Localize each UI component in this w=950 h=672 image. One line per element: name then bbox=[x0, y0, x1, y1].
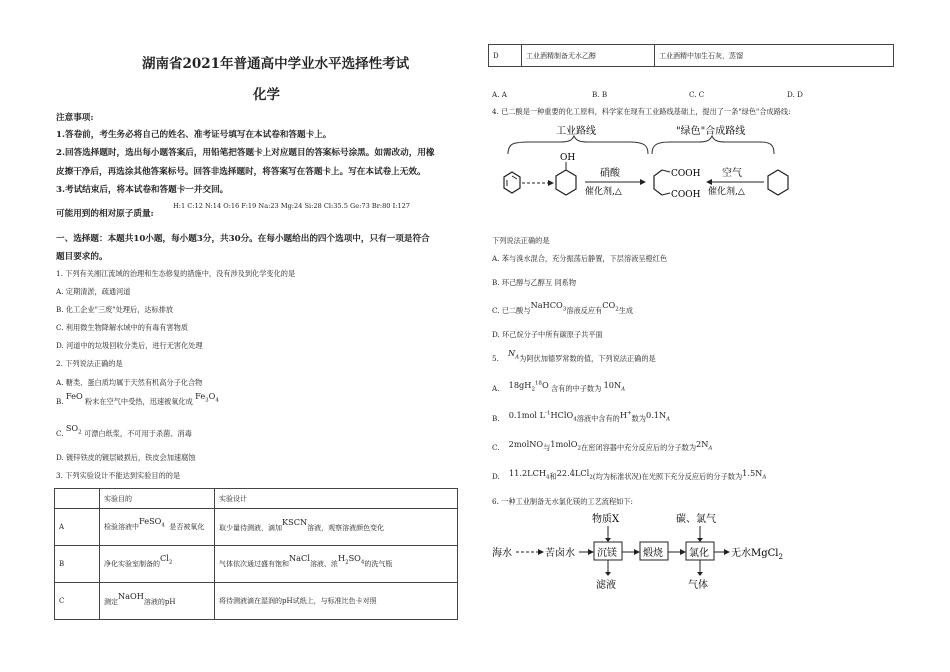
output-gas: 气体 bbox=[688, 580, 708, 591]
adipic-acid-icon bbox=[654, 170, 662, 195]
industrial-route-bracket bbox=[508, 136, 648, 154]
flow-seawater: 海水 bbox=[492, 548, 512, 559]
section1-heading-cont: 题目要求的。 bbox=[56, 252, 108, 262]
q2-stem: 2. 下列说法正确的是 bbox=[56, 359, 123, 368]
q2-option-b: B. FeO 粉末在空气中受热，迅速被氧化成 $Fe_3O_4$ bbox=[56, 391, 219, 406]
exam-subject: 化学 bbox=[253, 87, 280, 103]
q5-option-a: A. $18gH_2^{18}O$ 含有的中子数为 $10N_A$ bbox=[492, 380, 626, 393]
q1-option-b: B. 化工企业"三废"处理后，达标排放 bbox=[56, 305, 174, 314]
q1-option-c: C. 利用微生物降解水域中的有毒有害物质 bbox=[56, 323, 189, 332]
q4-question: 下列说法正确的是 bbox=[492, 236, 550, 245]
q3-option-a: A. A bbox=[492, 90, 507, 99]
industrial-route-label: 工业路线 bbox=[556, 126, 596, 137]
condition-2: 催化剂,△ bbox=[708, 187, 745, 197]
atomic-mass-values: H:1 C:12 N:14 O:16 F:19 Na:23 Mg:24 Si:28 Cl:35.5 Ge:73 Br:80 I:127 bbox=[173, 202, 410, 210]
hydroxyl-label: OH bbox=[560, 153, 576, 163]
green-route-label: "绿色"合成路线 bbox=[676, 126, 746, 137]
note-item-3: 3.考试结束后，将本试卷和答题卡一并交回。 bbox=[56, 185, 229, 195]
exam-title: 湖南省2021年普通高中学业水平选择性考试 bbox=[142, 56, 410, 72]
cyclohexanol-icon bbox=[556, 170, 576, 195]
output-filtrate: 滤液 bbox=[596, 580, 616, 591]
q4-option-b: B. 环己醇与乙醇互 同系物 bbox=[492, 278, 577, 287]
step-chlorinate: 氯化 bbox=[689, 548, 709, 559]
table-row: B 净化实验室制备的$Cl_2$ 气体依次通过盛有饱和NaCl溶液、浓$H_2SO_4$的洗气瓶 bbox=[55, 546, 458, 583]
q6-process-flow bbox=[490, 510, 790, 600]
q3-table-continued bbox=[488, 44, 894, 67]
q3-option-c: C. C bbox=[689, 90, 705, 99]
table-row: C 测定NaOH溶液的pH 将待测液滴在湿润的pH试纸上，与标准比色卡对照 bbox=[55, 583, 458, 620]
green-route-bracket bbox=[652, 136, 774, 154]
note-item-2: 2.回答选择题时，选出每小题答案后，用铅笔把答题卡上对应题目的答案标号涂黑。如需改动，用橡 bbox=[56, 148, 435, 158]
q1-option-a: A. 定期清淤，疏通河道 bbox=[56, 287, 131, 296]
benzene-icon bbox=[504, 172, 520, 193]
q4-option-d: D. 环己烷分子中所有碳原子共平面 bbox=[492, 330, 603, 339]
notes-heading: 注意事项: bbox=[56, 113, 94, 123]
flow-brine: 苦卤水 bbox=[545, 548, 575, 559]
q1-stem: 1. 下列有关湘江流域的治理和生态修复的措施中，没有涉及到化学变化的是 bbox=[56, 269, 296, 278]
table-row: D 工业酒精制备无水乙醇 工业酒精中加生石灰，蒸馏 bbox=[489, 45, 894, 67]
cyclohexane-icon bbox=[768, 170, 788, 195]
input-carbon-chlorine: 碳、氯气 bbox=[676, 514, 716, 525]
q4-option-c: C. 已二酸与NaHCO$_3$溶液反应有$CO_2$生成 bbox=[492, 300, 634, 315]
atomic-mass-label: 可能用到的相对原子质量: bbox=[56, 209, 154, 219]
q4-stem: 4. 已二酸是一种重要的化工原料，科学家在现有工业路线基础上，提出了一条"绿色"合成路线: bbox=[492, 107, 791, 116]
q3-stem: 3. 下列实验设计不能达到实验目的的是 bbox=[56, 471, 181, 480]
condition-1: 催化剂,△ bbox=[585, 187, 622, 197]
cooh-top: COOH bbox=[671, 169, 701, 179]
cooh-bottom: COOH bbox=[671, 190, 701, 200]
step-calcine: 煅烧 bbox=[643, 548, 663, 559]
q2-option-c: C. $SO_2$ 可漂白纸浆，不可用于杀菌、消毒 bbox=[56, 423, 192, 438]
note-item-2-cont: 皮擦干净后，再选涂其他答案标号。回答非选择题时，将答案写在答题卡上。写在本试卷上无效。 bbox=[56, 167, 426, 177]
q5-option-d: D. $11.2LCH_4$和22.4LCl$_2$(均为标准状况)在光照下充分反应后的分子数为$1.5N_A$ bbox=[492, 468, 767, 481]
reagent-nitric-acid: 硝酸 bbox=[600, 168, 620, 179]
q4-option-a: A. 苯与溴水混合，充分振荡后静置，下层溶液呈橙红色 bbox=[492, 254, 668, 263]
q5-stem: 5. $N_A$为阿伏加德罗常数的值，下列说法正确的是 bbox=[492, 348, 656, 363]
table-header-row bbox=[55, 489, 458, 509]
input-substance-x: 物质X bbox=[592, 514, 620, 525]
reagent-air: 空气 bbox=[722, 168, 742, 179]
q5-option-b: B. 0.1mol $L^{-1}HClO_4$溶液中含有的H+数为$0.1N_A$ bbox=[492, 410, 671, 423]
q2-option-a: A. 糖类、蛋白质均属于天然有机高分子化合物 bbox=[56, 378, 203, 387]
flow-product: 无水MgCl$_2$ bbox=[731, 548, 783, 561]
step-precipitate: 沉镁 bbox=[597, 548, 617, 559]
q4-synthesis-diagram bbox=[490, 118, 790, 218]
q3-option-d: D. D bbox=[787, 90, 803, 99]
q5-option-c: C. 2molNO与1molO$_2$在密闭容器中充分反应后的分子数为$2N_A$ bbox=[492, 439, 713, 452]
q3-option-b: B. B bbox=[592, 90, 608, 99]
note-item-1: 1.答卷前，考生务必将自己的姓名、准考证号填写在本试卷和答题卡上。 bbox=[56, 130, 332, 140]
header-purpose: 实验目的 bbox=[100, 489, 215, 509]
header-design: 实验设计 bbox=[215, 489, 458, 509]
q3-table bbox=[54, 488, 458, 620]
q6-stem: 6. 一种工业制备无水氯化镁的工艺流程如下: bbox=[492, 497, 633, 506]
q1-option-d: D. 河道中的垃圾回收分类后，进行无害化处理 bbox=[56, 341, 203, 350]
q2-option-d: D. 镀锌铁皮的镀层破损后，铁皮会加速腐蚀 bbox=[56, 453, 196, 462]
table-row: A 检验溶液中FeSO$_4$ 是否被氧化 取少量待测液，滴加KSCN溶液，观察溶液颜色变化 bbox=[55, 509, 458, 546]
section1-heading: 一、选择题：本题共10小题，每小题3分，共30分。在每小题给出的四个选项中，只有一项是符合 bbox=[56, 234, 430, 244]
